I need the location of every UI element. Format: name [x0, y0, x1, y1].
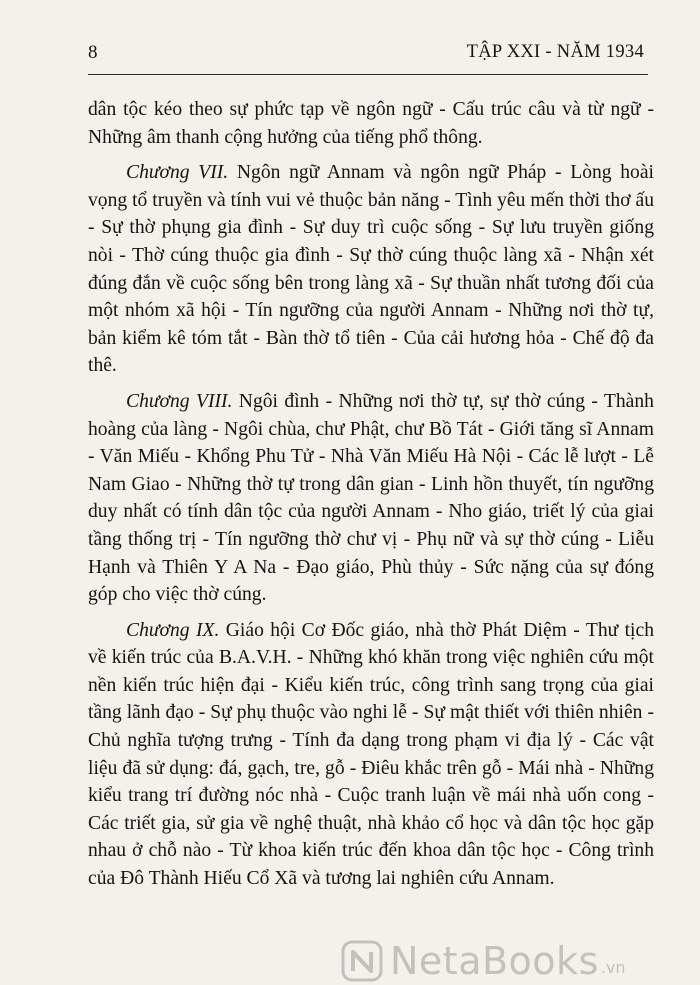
watermark-brand: NetaBooks: [390, 938, 599, 983]
chapter-label: Chương IX.: [126, 619, 220, 641]
paragraph-chapter-8: [88, 388, 654, 609]
watermark-tld: .vn: [600, 958, 626, 977]
page-number: 8: [88, 42, 98, 63]
watermark: [340, 936, 700, 985]
body-text: [88, 96, 654, 901]
page-header: [88, 40, 648, 75]
paragraph-text: Ngôi đình - Những nơi thờ tự, sự thờ cúng - Thành hoàng của làng - Ngôi chùa, chư Phật, chư Bồ Tát - Giới tăng sĩ Annam - Văn Miếu - Khổng Phu Tử - Nhà Văn Miếu Hà Nội - Các lễ lượt - Lễ Nam Giao - Những thờ tự trong dân gian - Linh hồn thuyết, tín ngưỡng duy nhất có tính dân tộc của người Annam - Nho giáo, triết lý của giai tầng thống trị - Tín ngưỡng thờ chư vị - Phụ nữ và sự thờ cúng - Liễu Hạnh và Thiên Y A Na - Đạo giáo, Phù thủy - Sức nặng của sự đóng góp cho việc thờ cúng.: [88, 390, 654, 606]
chapter-label: Chương VIII.: [126, 390, 233, 412]
paragraph-chapter-7: [88, 159, 654, 380]
paragraph-chapter-9: [88, 617, 654, 893]
paragraph-continued: [88, 96, 654, 151]
paragraph-text: Giáo hội Cơ Đốc giáo, nhà thờ Phát Diệm - Thư tịch về kiến trúc của B.A.V.H. - Những khó khăn trong việc nghiên cứu một nền kiến trúc hiện đại - Kiểu kiến trúc, công trình sang trọng của giai tầng lãnh đạo - Sự phụ thuộc vào nghi lễ - Sự mật thiết với thiên nhiên - Chủ nghĩa tượng trưng - Tính đa dạng trong phạm vi địa lý - Các vật liệu đã sử dụng: đá, gạch, tre, gỗ - Điêu khắc trên gỗ - Mái nhà - Những kiểu trang trí đường nóc nhà - Cuộc tranh luận về mái nhà uốn cong - Các triết gia, sử gia về nghệ thuật, nhà khảo cổ học và dân tộc học gặp nhau ở chỗ nào - Từ khoa kiến trúc đến khoa dân tộc học - Công trình của Đô Thành Hiếu Cổ Xã và tương lai nghiên cứu Annam.: [88, 619, 654, 890]
netabooks-logo-icon: [340, 939, 384, 983]
chapter-label: Chương VII.: [126, 162, 229, 184]
running-head: TẬP XXI - NĂM 1934: [466, 42, 644, 62]
paragraph-text: Ngôn ngữ Annam và ngôn ngữ Pháp - Lòng hoài vọng tổ truyền và tính vui vẻ thuộc bản năng - Tình yêu mến thời thơ ấu - Sự thờ phụng gia đình - Sự duy trì cuộc sống - Sự lưu truyền giống nòi - Thờ cúng thuộc gia đình - Sự thờ cúng thuộc làng xã - Nhận xét đúng đắn về cuộc sống bên trong làng xã - Sự thuần nhất tương đối của một nhóm xã hội - Tín ngưỡng của người Annam - Những nơi thờ tự, bản kiểm kê tóm tắt - Bàn thờ tổ tiên - Của cải hương hỏa - Chế độ đa thê.: [88, 162, 654, 377]
paragraph-text: dân tộc kéo theo sự phức tạp về ngôn ngữ - Cấu trúc câu và từ ngữ - Những âm thanh cộng hưởng của tiếng phổ thông.: [88, 99, 654, 148]
